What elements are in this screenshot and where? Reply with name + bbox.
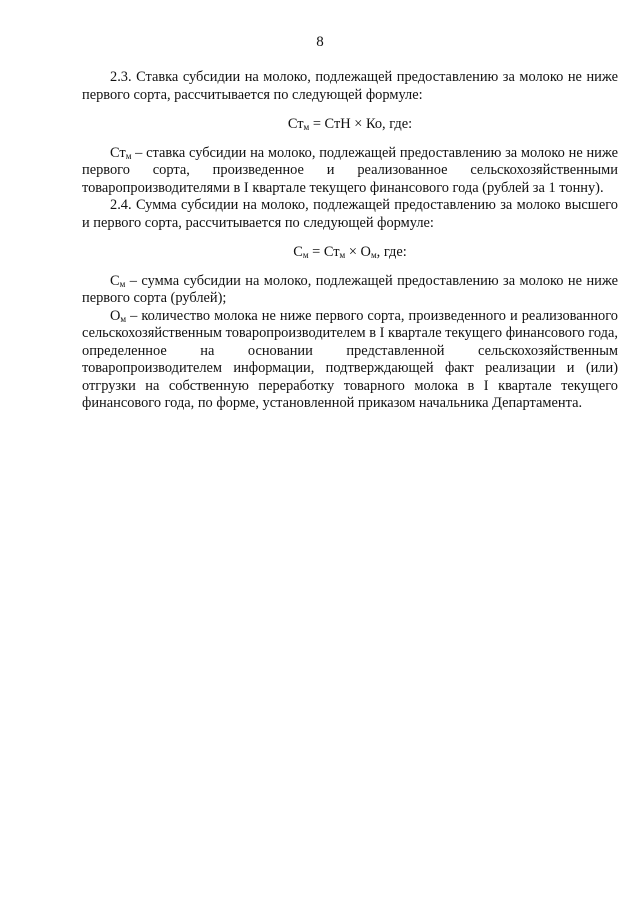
definition-quantity-term-sub: м [120, 313, 127, 324]
document-body [82, 69, 618, 413]
formula-sum [82, 244, 618, 262]
definition-rate [82, 145, 618, 198]
definition-rate-text: – ставка субсидии на молоко, подлежащей предоставлению за молоко не ниже первого сорта, произведенное и реализованное сельскохозяйственными товаропроизводителями в I квартале текущего финансового года (рублей за 1 тонну). [82, 144, 618, 196]
definition-sum-term-sub: м [119, 278, 126, 289]
page-number: 8 [316, 34, 324, 50]
formula-sum-rhs-sub: м [370, 250, 377, 260]
definition-quantity-term: О [110, 307, 121, 324]
definition-rate-term: Ст [110, 144, 126, 161]
formula-rate-rhs: = СтН × Ко, где: [309, 116, 413, 132]
formula-sum-eq: = Ст [308, 244, 340, 260]
formula-sum-tail: , где: [376, 244, 407, 260]
formula-rate-lhs-sub: м [303, 122, 310, 132]
formula-rate-lhs: Ст [287, 116, 304, 132]
definition-quantity [82, 308, 618, 413]
definition-rate-term-sub: м [125, 150, 132, 161]
formula-sum-mid-sub: м [339, 250, 346, 260]
formula-sum-lhs: С [293, 244, 303, 260]
definition-sum [82, 273, 618, 308]
formula-sum-lhs-sub: м [302, 250, 309, 260]
formula-rate [82, 116, 618, 134]
definition-sum-text: – сумма субсидии на молоко, подлежащей предоставлению за молоко не ниже первого сорта (рублей); [82, 272, 618, 306]
section-2-3-intro: 2.3. Ставка субсидии на молоко, подлежащей предоставлению за молоко не ниже первого сорта, рассчитывается по следующей формуле: [82, 69, 618, 103]
section-2-4-intro: 2.4. Сумма субсидии на молоко, подлежащей предоставлению за молоко высшего и первого сорта, рассчитывается по следующей формуле: [82, 197, 618, 231]
formula-sum-times: × О [345, 244, 371, 260]
definition-quantity-text: – количество молока не ниже первого сорта, произведенного и реализованного сельскохозяйственным товаропроизводителем в I квартале текущего финансового года, определенное на основании представленной сельскохозяйственным товаропроизводителем информации, подтверждающей факт реализации и (или) отгрузки на собственную переработку товарного молока в I квартале текущего финансового года, по форме, установленной приказом начальника Департамента. [82, 307, 618, 411]
definition-sum-term: С [110, 272, 120, 289]
